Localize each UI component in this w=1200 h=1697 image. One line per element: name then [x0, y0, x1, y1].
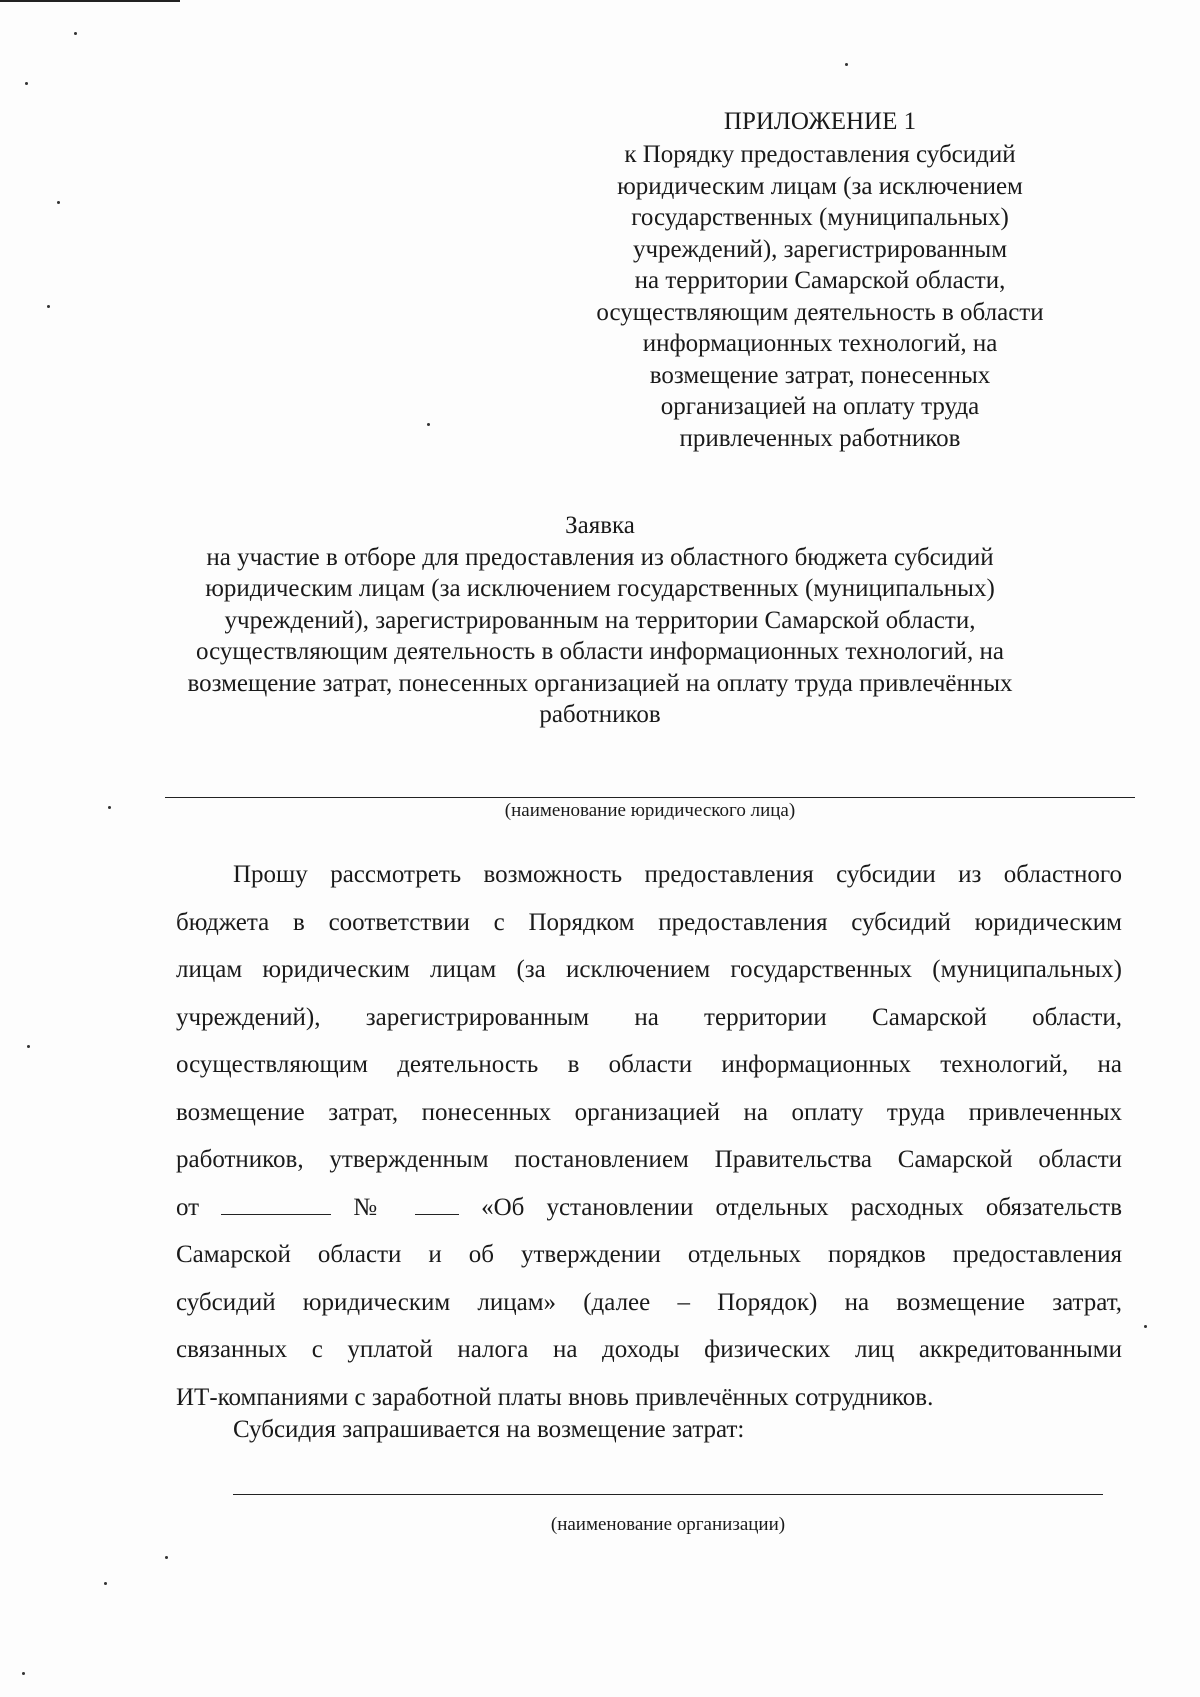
organization-name-caption: (наименование организации): [550, 1514, 786, 1535]
paragraph-line: бюджета в соответствии с Порядком предоставления субсидий юридическим: [176, 908, 1122, 936]
decree-title-start: «Об установлении отдельных расходных обязательств: [481, 1193, 1122, 1221]
heading-line: возмещение затрат, понесенных организацией на оплату труда привлечённых: [187, 669, 1013, 697]
paragraph-line: Самарской области и об утверждении отдельных порядков предоставления: [176, 1241, 1122, 1268]
appendix-block: [560, 105, 1080, 454]
decree-number-blank[interactable]: [415, 1192, 459, 1215]
request-paragraph: [176, 851, 1122, 1421]
application-title: Заявка: [565, 512, 635, 539]
heading-line: на участие в отборе для предоставления из областного бюджета субсидий: [206, 543, 994, 571]
scan-speck: [74, 32, 77, 35]
paragraph-line: работников, утвержденным постановлением Правительства Самарской области: [176, 1146, 1122, 1173]
paragraph-line: возмещение затрат, понесенных организацией на оплату труда привлеченных: [176, 1098, 1122, 1126]
paragraph-line: Прошу рассмотреть возможность предоставления субсидии из областного: [233, 861, 1122, 888]
heading-line: учреждений), зарегистрированным на территории Самарской области,: [224, 606, 976, 634]
scan-speck: [1144, 1325, 1147, 1328]
scan-speck: [25, 82, 28, 85]
paragraph-line-decree: [176, 1184, 1122, 1232]
paragraph-line: лицам юридическим лицам (за исключением государственных (муниципальных): [176, 956, 1122, 983]
appendix-line: государственных (муниципальных): [631, 204, 1009, 231]
paragraph-line: учреждений), зарегистрированным на территории Самарской области,: [176, 1003, 1122, 1031]
paragraph-line: ИТ-компаниями с заработной платы вновь привлечённых сотрудников.: [176, 1383, 934, 1411]
scan-speck: [47, 305, 50, 308]
paragraph-line: осуществляющим деятельность в области информационных технологий, на: [176, 1051, 1122, 1078]
appendix-line: организацией на оплату труда: [660, 393, 980, 420]
organization-name-line[interactable]: [233, 1494, 1103, 1495]
heading-line: осуществляющим деятельность в области информационных технологий, на: [195, 638, 1005, 665]
decree-date-blank[interactable]: [221, 1192, 331, 1215]
heading-line: работников: [539, 701, 661, 728]
appendix-line: к Порядку предоставления субсидий: [624, 141, 1016, 168]
subsidy-request-text: Субсидия запрашивается на возмещение затрат:: [233, 1416, 745, 1443]
appendix-line: учреждений), зарегистрированным: [632, 235, 1008, 263]
legal-entity-name-caption: (наименование юридического лица): [504, 800, 796, 821]
heading-line: юридическим лицам (за исключением государственных (муниципальных): [205, 575, 995, 602]
from-label: от: [176, 1193, 200, 1221]
appendix-line: привлеченных работников: [679, 424, 961, 452]
appendix-line: юридическим лицам (за исключением: [617, 172, 1023, 200]
appendix-title: ПРИЛОЖЕНИЕ 1: [723, 108, 917, 135]
appendix-line: информационных технологий, на: [642, 330, 998, 357]
number-sign: №: [353, 1193, 393, 1221]
scan-speck: [22, 1672, 25, 1675]
scan-speck: [57, 201, 60, 204]
appendix-line: на территории Самарской области,: [634, 267, 1006, 294]
scan-speck: [165, 1556, 168, 1559]
application-heading: [150, 510, 1050, 731]
scan-speck: [27, 1045, 30, 1048]
scan-speck: [104, 1582, 107, 1585]
appendix-line: осуществляющим деятельность в области: [596, 298, 1044, 326]
paragraph-line: субсидий юридическим лицам» (далее – Порядок) на возмещение затрат,: [176, 1288, 1122, 1316]
paragraph-line: связанных с уплатой налога на доходы физических лиц аккредитованными: [176, 1336, 1122, 1363]
scan-speck: [108, 806, 111, 809]
legal-entity-name-line[interactable]: [165, 797, 1135, 798]
scan-artifact-line: [0, 0, 180, 2]
appendix-line: возмещение затрат, понесенных: [649, 361, 991, 389]
scan-speck: [427, 423, 430, 426]
scan-speck: [845, 63, 848, 66]
